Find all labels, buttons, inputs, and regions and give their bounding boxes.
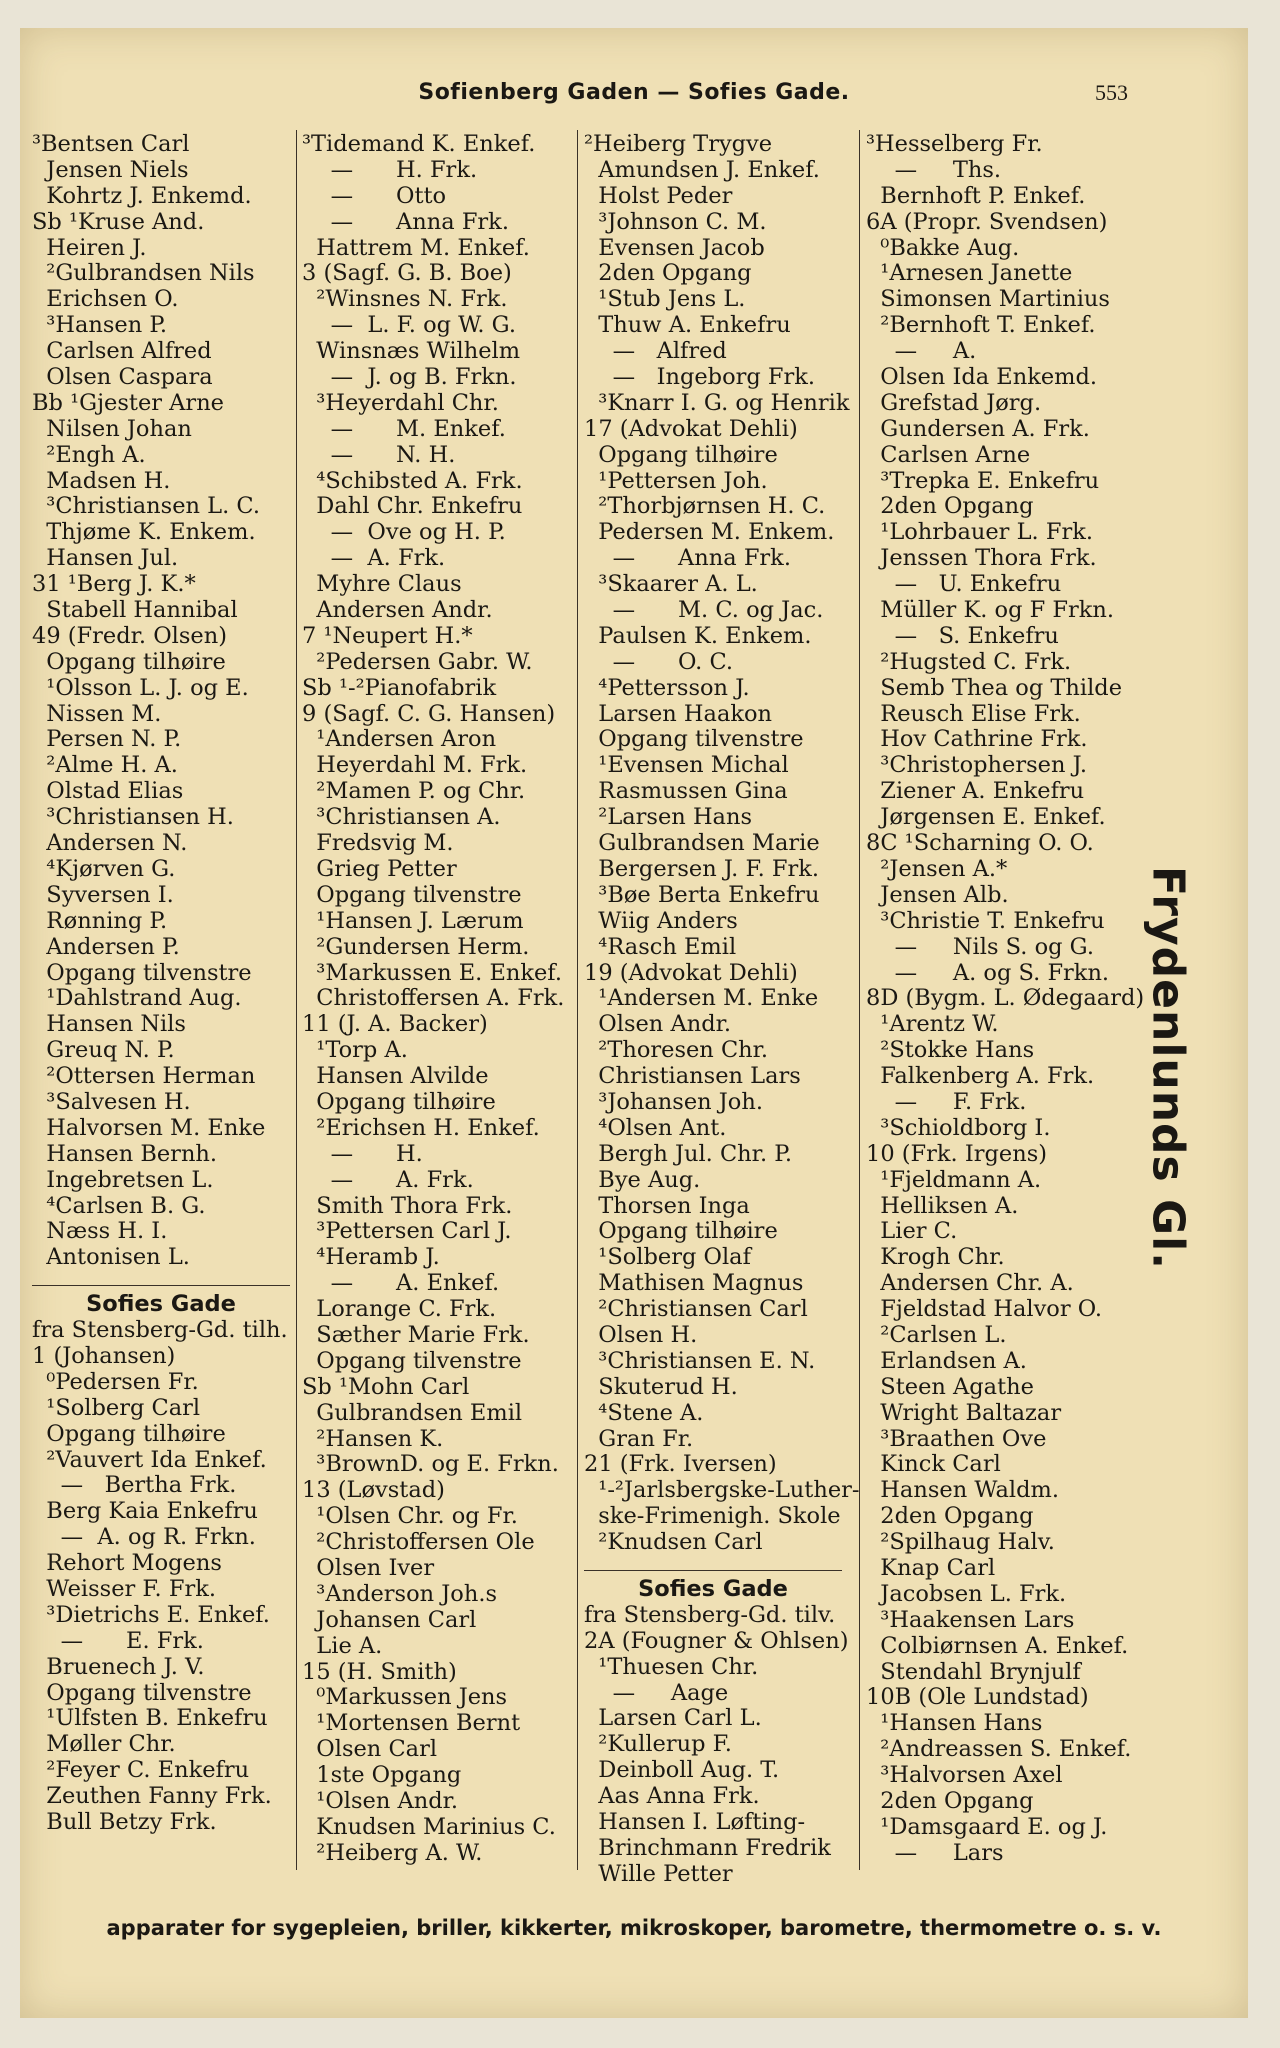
page-title: Sofienberg Gaden — Sofies Gade.: [418, 80, 850, 105]
directory-entry: Holst Peder: [584, 182, 733, 209]
directory-entry: ²Gulbrandsen Nils: [32, 260, 255, 287]
directory-entry: Antonisen L.: [32, 1244, 190, 1271]
directory-entry: — H. Frk.: [302, 156, 478, 183]
directory-entry: Ingebretsen L.: [32, 1166, 214, 1193]
directory-entry: ¹Dahlstrand Aug.: [32, 985, 242, 1012]
directory-entry: Grefstad Jørg.: [866, 389, 1042, 416]
directory-entry: ¹Stub Jens L.: [584, 286, 746, 313]
directory-entry: 15 (H. Smith): [302, 1658, 457, 1685]
directory-entry: Olsen Andr.: [584, 1011, 732, 1038]
directory-entry: — Lars: [866, 1839, 1004, 1866]
directory-entry: Jenssen Thora Frk.: [866, 545, 1097, 572]
directory-entry: ¹Solberg Olaf: [584, 1244, 751, 1271]
directory-entry: ²Thoresen Chr.: [584, 1037, 769, 1064]
directory-entry: 1 (Johansen): [32, 1342, 176, 1369]
directory-entry: Opgang tilhøire: [302, 1088, 496, 1115]
directory-entry: ²Winsnes N. Frk.: [302, 286, 508, 313]
directory-entry: — L. F. og W. G.: [302, 312, 516, 339]
directory-entry: Wille Petter: [584, 1860, 733, 1887]
directory-entry: ³Schioldborg I.: [866, 1114, 1051, 1141]
directory-entry: Erichsen O.: [32, 286, 179, 313]
directory-column-1: [32, 132, 290, 1836]
directory-entry: ¹Lohrbauer L. Frk.: [866, 519, 1093, 546]
directory-entry: Hov Cathrine Frk.: [866, 726, 1088, 753]
directory-entry: Lier C.: [866, 1218, 958, 1245]
directory-entry: — A. Frk.: [302, 545, 446, 572]
directory-entry: Syversen I.: [32, 881, 174, 908]
advertisement-footer: apparater for sygepleien, briller, kikkerter, mikroskoper, barometre, thermometre o. s. v.: [106, 1916, 1162, 1940]
directory-entry: Johansen Carl: [302, 1606, 477, 1633]
directory-entry: ⁴Heramb J.: [302, 1244, 440, 1271]
directory-entry: ²Alme H. A.: [32, 752, 178, 779]
directory-entry: 10B (Ole Lundstad): [866, 1684, 1089, 1711]
directory-entry: ²Thorbjørnsen H. C.: [584, 493, 826, 520]
directory-entry: ⁴Kjørven G.: [32, 855, 176, 882]
directory-entry: ¹Olsen Chr. og Fr.: [302, 1503, 518, 1530]
directory-entry: Opgang tilhøire: [584, 1218, 778, 1245]
directory-entry: Bernhoft P. Enkef.: [866, 182, 1086, 209]
directory-entry: ²Andreassen S. Enkef.: [866, 1736, 1132, 1763]
directory-entry: Hansen I. Løfting-: [584, 1809, 806, 1835]
directory-entry: ²Hugsted C. Frk.: [866, 648, 1072, 675]
directory-entry: — M. Enkef.: [302, 415, 506, 442]
directory-entry: — H.: [302, 1140, 423, 1167]
directory-entry: Amundsen J. Enkef.: [584, 156, 820, 183]
directory-entry: ⁴Rasch Emil: [584, 933, 737, 960]
directory-entry: — S. Enkefru: [866, 622, 1059, 649]
directory-entry: ⁴Stene A.: [584, 1399, 704, 1426]
directory-entry: Bye Aug.: [584, 1166, 701, 1193]
directory-entry: Gulbrandsen Emil: [302, 1399, 523, 1426]
directory-entry: — Anna Frk.: [584, 545, 791, 572]
directory-entry: Colbiørnsen A. Enkef.: [866, 1632, 1129, 1659]
directory-entry: Winsnæs Wilhelm: [302, 338, 521, 365]
directory-entry: ¹Pettersen Joh.: [584, 467, 768, 494]
directory-entry: Wiig Anders: [584, 907, 738, 934]
directory-entry: ²Carlsen L.: [866, 1321, 1007, 1348]
directory-entry: 2A (Fougner & Ohlsen): [584, 1627, 849, 1654]
directory-entry: Paulsen K. Enkem.: [584, 622, 812, 649]
directory-entry: Carlsen Alfred: [32, 338, 212, 365]
directory-entry: Gran Fr.: [584, 1425, 694, 1452]
directory-entry: Sæther Marie Frk.: [302, 1321, 530, 1348]
directory-entry: 2den Opgang: [866, 493, 1034, 520]
directory-entry: ³Christiansen L. C.: [32, 493, 260, 520]
directory-entry: ³Bentsen Carl: [32, 131, 190, 157]
directory-entry: Deinboll Aug. T.: [584, 1757, 780, 1784]
directory-entry: ¹Arnesen Janette: [866, 260, 1073, 287]
directory-entry: Sb ¹Mohn Carl: [302, 1373, 470, 1400]
directory-entry: ²Vauvert Ida Enkef.: [32, 1446, 267, 1473]
directory-entry: 6A (Propr. Svendsen): [866, 208, 1108, 235]
directory-entry: Stabell Hannibal: [32, 597, 238, 624]
directory-entry: ²Christiansen Carl: [584, 1296, 808, 1323]
directory-entry: ²Knudsen Carl: [584, 1529, 763, 1556]
directory-entry: — Anna Frk.: [302, 208, 509, 235]
directory-entry: fra Stensberg-Gd. tilh.: [32, 1317, 288, 1344]
directory-entry: 2den Opgang: [584, 260, 752, 287]
directory-entry: Olsen Carl: [302, 1736, 438, 1763]
directory-entry: 19 (Advokat Dehli): [584, 959, 798, 986]
directory-entry: — Ove og H. P.: [302, 519, 506, 546]
directory-entry: Jørgensen E. Enkef.: [866, 804, 1106, 831]
directory-entry: ²Heiberg Trygve: [584, 131, 773, 157]
directory-entry: ²Feyer C. Enkefru: [32, 1757, 250, 1784]
section-spacer: [584, 1556, 860, 1570]
directory-entry: ³Johansen Joh.: [584, 1088, 764, 1115]
directory-entry: Pedersen M. Enkem.: [584, 519, 835, 546]
directory-entry: 2den Opgang: [866, 1503, 1034, 1530]
section-rule: [32, 1285, 290, 1286]
directory-entry: ³Braathen Ove: [866, 1425, 1047, 1452]
directory-entry: Opgang tilvenstre: [302, 881, 522, 908]
directory-entry: ¹Hansen J. Lærum: [302, 907, 524, 934]
directory-entry: ³Christie T. Enkefru: [866, 907, 1105, 934]
directory-entry: Opgang tilvenstre: [584, 726, 804, 753]
section-rule: [584, 1570, 842, 1571]
directory-entry: ⁴Schibsted A. Frk.: [302, 467, 523, 494]
directory-entry: Weisser F. Frk.: [32, 1575, 216, 1602]
directory-entry: ¹Hansen Hans: [866, 1710, 1043, 1737]
directory-entry: ¹Damsgaard E. og J.: [866, 1813, 1108, 1840]
directory-entry: ²Ottersen Herman: [32, 1063, 256, 1090]
directory-entry: ³Anderson Joh.s: [302, 1580, 498, 1607]
directory-entry: Simonsen Martinius: [866, 286, 1110, 313]
directory-entry: Berg Kaia Enkefru: [32, 1498, 258, 1525]
directory-entry: Hattrem M. Enkef.: [302, 234, 530, 261]
directory-entry: Larsen Carl L.: [584, 1705, 762, 1732]
directory-entry: ¹Ulfsten B. Enkefru: [32, 1705, 268, 1732]
directory-entry: ³Hansen P.: [32, 312, 168, 339]
directory-entry: ¹Mortensen Bernt: [302, 1710, 521, 1737]
directory-entry: Kohrtz J. Enkemd.: [32, 182, 252, 209]
directory-entry: Larsen Haakon: [584, 700, 773, 727]
directory-entry: Gulbrandsen Marie: [584, 830, 820, 857]
directory-entry: Reusch Elise Frk.: [866, 700, 1081, 727]
directory-entry: Hansen Alvilde: [302, 1063, 489, 1090]
directory-entry: ⁴Carlsen B. G.: [32, 1192, 206, 1219]
directory-entry: Nissen M.: [32, 700, 162, 727]
page-number: 553: [1095, 80, 1128, 105]
directory-entry: ²Mamen P. og Chr.: [302, 778, 526, 805]
directory-entry: Knap Carl: [866, 1554, 996, 1581]
directory-entry: Krogh Chr.: [866, 1244, 1005, 1271]
directory-entry: Bergh Jul. Chr. P.: [584, 1140, 792, 1167]
directory-column-3: [584, 132, 860, 1888]
directory-entry: Jacobsen L. Frk.: [866, 1580, 1067, 1607]
directory-entry: Hansen Nils: [32, 1011, 186, 1038]
directory-entry: ¹-²Jarlsbergske-Luther-: [584, 1477, 860, 1504]
directory-entry: — Aage: [584, 1679, 729, 1706]
directory-entry: Halvorsen M. Enke: [32, 1114, 266, 1141]
directory-entry: ²Pedersen Gabr. W.: [302, 648, 533, 675]
directory-entry: Wright Baltazar: [866, 1399, 1062, 1426]
directory-entry: Heiren J.: [32, 234, 147, 261]
directory-entry: — U. Enkefru: [866, 571, 1062, 598]
directory-entry: Fredsvig M.: [302, 830, 454, 857]
directory-entry: ³Christiansen A.: [302, 804, 501, 831]
directory-entry: ³Halvorsen Axel: [866, 1762, 1063, 1789]
directory-entry: ²Spilhaug Halv.: [866, 1529, 1055, 1556]
directory-entry: ³Christiansen E. N.: [584, 1347, 816, 1374]
directory-entry: Opgang tilhøire: [32, 648, 226, 675]
directory-entry: Olstad Elias: [32, 778, 184, 805]
directory-entry: — Ths.: [866, 156, 1002, 183]
directory-entry: 31 ¹Berg J. K.*: [32, 571, 196, 598]
directory-entry: — O. C.: [584, 648, 734, 675]
directory-entry: ¹Olsen Andr.: [302, 1788, 459, 1814]
directory-entry: ¹Torp A.: [302, 1037, 408, 1064]
directory-entry: Sb ¹Kruse And.: [32, 208, 205, 235]
directory-entry: Christoffersen A. Frk.: [302, 985, 565, 1012]
directory-entry: Gundersen A. Frk.: [866, 415, 1090, 442]
section-spacer: [32, 1271, 290, 1285]
directory-entry: ¹Solberg Carl: [32, 1394, 201, 1421]
directory-entry: ¹Andersen Aron: [302, 726, 497, 753]
directory-entry: fra Stensberg-Gd. tilv.: [584, 1601, 836, 1628]
directory-entry: Bull Betzy Frk.: [32, 1809, 217, 1835]
directory-entry: — Otto: [302, 182, 447, 209]
directory-entry: ⁰Markussen Jens: [302, 1684, 508, 1711]
directory-entry: Thjøme K. Enkem.: [32, 519, 256, 546]
directory-entry: Opgang tilvenstre: [32, 959, 252, 986]
directory-entry: — Bertha Frk.: [32, 1472, 237, 1499]
directory-column-4: [866, 132, 1144, 1867]
directory-entry: ³Markussen E. Enkef.: [302, 959, 562, 986]
directory-entry: Næss H. I.: [32, 1218, 168, 1245]
directory-entry: Thorsen Inga: [584, 1192, 750, 1219]
directory-entry: Møller Chr.: [32, 1731, 176, 1758]
directory-entry: Brinchmann Fredrik: [584, 1834, 831, 1861]
directory-entry: Hansen Bernh.: [32, 1140, 218, 1167]
directory-entry: Olsen Caspara: [32, 364, 213, 391]
directory-entry: Andersen P.: [32, 933, 180, 960]
directory-entry: ¹Fjeldmann A.: [866, 1166, 1042, 1193]
directory-entry: Zeuthen Fanny Frk.: [32, 1783, 272, 1810]
directory-entry: Lie A.: [302, 1632, 383, 1659]
directory-entry: Rehort Mogens: [32, 1550, 222, 1577]
directory-entry: 7 ¹Neupert H.*: [302, 622, 473, 649]
directory-entry: Skuterud H.: [584, 1373, 738, 1400]
directory-entry: ³Pettersen Carl J.: [302, 1218, 512, 1245]
section-heading: Sofies Gade: [638, 1575, 788, 1602]
directory-entry: 10 (Frk. Irgens): [866, 1140, 1048, 1167]
directory-entry: ³Bøe Berta Enkefru: [584, 881, 820, 908]
directory-entry: ⁴Olsen Ant.: [584, 1114, 727, 1141]
directory-entry: Stendahl Brynjulf: [866, 1658, 1081, 1685]
directory-entry: Hansen Waldm.: [866, 1477, 1060, 1504]
column-divider: [577, 130, 578, 1870]
directory-entry: — A. og R. Frkn.: [32, 1524, 256, 1551]
directory-entry: — A.: [866, 338, 977, 365]
directory-entry: ³Knarr I. G. og Henrik: [584, 389, 850, 416]
directory-entry: ²Stokke Hans: [866, 1037, 1035, 1064]
directory-entry: 13 (Løvstad): [302, 1477, 445, 1504]
directory-entry: — M. C. og Jac.: [584, 597, 824, 624]
directory-entry: ²Kullerup F.: [584, 1731, 732, 1758]
directory-entry: ¹Arentz W.: [866, 1011, 999, 1038]
directory-entry: Sb ¹-²Pianofabrik: [302, 674, 497, 701]
street-side-label-text: Frydenlunds Gl.: [1142, 866, 1194, 1270]
directory-entry: Evensen Jacob: [584, 234, 765, 261]
directory-entry: Knudsen Marinius C.: [302, 1813, 556, 1840]
directory-entry: ¹Olsson L. J. og E.: [32, 674, 249, 701]
directory-entry: Myhre Claus: [302, 571, 462, 598]
directory-entry: ²Erichsen H. Enkef.: [302, 1114, 540, 1141]
directory-entry: Opgang tilvenstre: [32, 1679, 252, 1706]
directory-entry: Mathisen Magnus: [584, 1270, 804, 1297]
directory-entry: 1ste Opgang: [302, 1762, 462, 1789]
directory-entry: 49 (Fredr. Olsen): [32, 622, 228, 649]
directory-entry: Opgang tilhøire: [32, 1420, 226, 1447]
directory-entry: 8C ¹Scharning O. O.: [866, 830, 1094, 857]
directory-entry: ²Christoffersen Ole: [302, 1529, 535, 1556]
directory-page: [20, 28, 1248, 2018]
directory-entry: Thuw A. Enkefru: [584, 312, 791, 339]
directory-entry: Greuq N. P.: [32, 1037, 175, 1064]
directory-entry: Andersen N.: [32, 830, 188, 857]
directory-entry: — E. Frk.: [32, 1627, 204, 1654]
directory-entry: Aas Anna Frk.: [584, 1783, 760, 1810]
directory-entry: 17 (Advokat Dehli): [584, 415, 798, 442]
directory-entry: ¹Andersen M. Enke: [584, 985, 819, 1012]
street-side-label: [1138, 868, 1198, 1268]
directory-entry: 3 (Sagf. G. B. Boe): [302, 260, 512, 287]
directory-entry: ³Salvesen H.: [32, 1088, 191, 1115]
directory-entry: Kinck Carl: [866, 1451, 1001, 1478]
directory-entry: 8D (Bygm. L. Ødegaard): [866, 985, 1145, 1012]
directory-entry: 2den Opgang: [866, 1788, 1034, 1814]
directory-entry: Falkenberg A. Frk.: [866, 1063, 1095, 1090]
directory-entry: ¹Thuesen Chr.: [584, 1653, 759, 1680]
directory-entry: Grieg Petter: [302, 855, 457, 882]
directory-entry: ³Haakensen Lars: [866, 1606, 1075, 1633]
directory-entry: ³Skaarer A. L.: [584, 571, 758, 598]
directory-entry: ³Heyerdahl Chr.: [302, 389, 499, 416]
column-divider: [296, 130, 297, 1870]
directory-entry: Erlandsen A.: [866, 1347, 1027, 1374]
directory-entry: — A. Enkef.: [302, 1270, 500, 1297]
directory-entry: Heyerdahl M. Frk.: [302, 752, 528, 779]
directory-entry: ⁰Pedersen Fr.: [32, 1368, 199, 1395]
page-header: [20, 80, 1248, 120]
directory-entry: Helliksen A.: [866, 1192, 1019, 1219]
directory-entry: Andersen Chr. A.: [866, 1270, 1074, 1297]
directory-entry: ³Dietrichs E. Enkef.: [32, 1601, 270, 1628]
directory-entry: ²Heiberg A. W.: [302, 1839, 483, 1866]
directory-entry: Rasmussen Gina: [584, 778, 788, 805]
directory-entry: Olsen H.: [584, 1321, 698, 1348]
directory-entry: ³Trepka E. Enkefru: [866, 467, 1100, 494]
directory-entry: Nilsen Johan: [32, 415, 192, 442]
directory-entry: Dahl Chr. Enkefru: [302, 493, 523, 520]
directory-entry: Christiansen Lars: [584, 1063, 801, 1090]
directory-entry: Olsen Ida Enkemd.: [866, 364, 1098, 391]
directory-entry: ³Hesselberg Fr.: [866, 131, 1043, 157]
directory-entry: ²Hansen K.: [302, 1425, 444, 1452]
directory-entry: — Alfred: [584, 338, 727, 365]
directory-entry: ²Larsen Hans: [584, 804, 753, 831]
directory-entry: — Ingeborg Frk.: [584, 364, 816, 391]
directory-entry: ske-Frimenigh. Skole: [584, 1503, 841, 1530]
directory-entry: Carlsen Arne: [866, 441, 1031, 468]
directory-entry: Bb ¹Gjester Arne: [32, 389, 224, 416]
directory-entry: 21 (Frk. Iversen): [584, 1451, 777, 1478]
directory-entry: Rønning P.: [32, 907, 168, 934]
directory-entry: Smith Thora Frk.: [302, 1192, 513, 1219]
directory-column-2: [302, 132, 564, 1867]
directory-entry: Bergersen J. F. Frk.: [584, 855, 820, 882]
directory-entry: Olsen Iver: [302, 1554, 435, 1581]
directory-entry: — Nils S. og G.: [866, 933, 1094, 960]
directory-entry: 9 (Sagf. C. G. Hansen): [302, 700, 556, 727]
directory-entry: ³Christiansen H.: [32, 804, 234, 831]
directory-entry: ⁴Pettersson J.: [584, 674, 750, 701]
directory-entry: Fjeldstad Halvor O.: [866, 1296, 1103, 1323]
directory-entry: Andersen Andr.: [302, 597, 493, 624]
directory-entry: ³Tidemand K. Enkef.: [302, 131, 536, 157]
directory-entry: Steen Agathe: [866, 1373, 1034, 1400]
directory-entry: ²Engh A.: [32, 441, 146, 468]
directory-entry: ⁰Bakke Aug.: [866, 234, 1020, 261]
directory-entry: — N. H.: [302, 441, 456, 468]
directory-entry: Jensen Alb.: [866, 881, 1009, 908]
directory-entry: Persen N. P.: [32, 726, 182, 753]
directory-entry: ²Gundersen Herm.: [302, 933, 530, 960]
directory-entry: ²Bernhoft T. Enkef.: [866, 312, 1096, 339]
directory-entry: ³BrownD. og E. Frkn.: [302, 1451, 559, 1478]
directory-entry: Jensen Niels: [32, 156, 189, 183]
directory-entry: — A. Frk.: [302, 1166, 474, 1193]
directory-entry: — A. og S. Frkn.: [866, 959, 1110, 986]
directory-entry: — J. og B. Frkn.: [302, 364, 517, 391]
directory-entry: 11 (J. A. Backer): [302, 1011, 488, 1038]
directory-entry: Müller K. og F Frkn.: [866, 597, 1115, 624]
directory-entry: Semb Thea og Thilde: [866, 674, 1123, 701]
directory-entry: Opgang tilvenstre: [302, 1347, 522, 1374]
directory-entry: Bruenech J. V.: [32, 1653, 205, 1680]
directory-entry: ³Johnson C. M.: [584, 208, 767, 235]
directory-entry: ¹Evensen Michal: [584, 752, 789, 779]
directory-entry: ³Christophersen J.: [866, 752, 1088, 779]
directory-entry: Madsen H.: [32, 467, 171, 494]
directory-entry: Opgang tilhøire: [584, 441, 778, 468]
directory-entry: Ziener A. Enkefru: [866, 778, 1085, 805]
directory-entry: Lorange C. Frk.: [302, 1296, 497, 1323]
directory-entry: ²Jensen A.*: [866, 855, 1008, 882]
directory-entry: Hansen Jul.: [32, 545, 179, 572]
section-heading: Sofies Gade: [86, 1291, 236, 1318]
directory-entry: — F. Frk.: [866, 1088, 1027, 1115]
